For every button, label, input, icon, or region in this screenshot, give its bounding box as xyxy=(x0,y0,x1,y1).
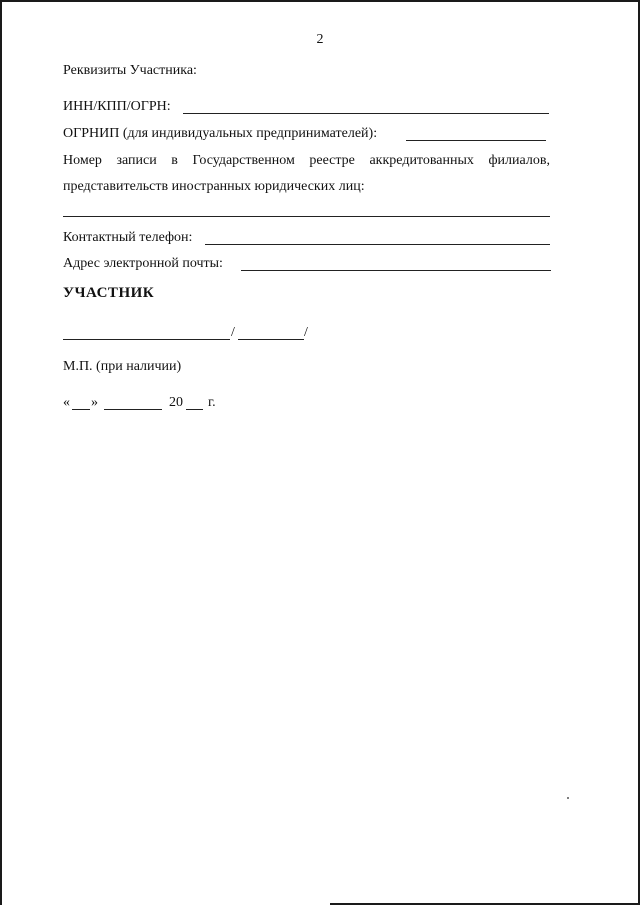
registry-line-2: представительств иностранных юридических лиц: xyxy=(63,179,365,194)
registry-word: в xyxy=(171,153,178,168)
registry-word: филиалов, xyxy=(488,153,550,168)
date-suffix: г. xyxy=(208,395,216,410)
stamp-note: М.П. (при наличии) xyxy=(63,359,182,374)
ogrnip-label: ОГРНИП (для индивидуальных предпринимателей): xyxy=(63,126,378,141)
signature-blank-line[interactable] xyxy=(63,339,230,340)
date-close-quote: » xyxy=(91,395,98,410)
email-label: Адрес электронной почты: xyxy=(63,256,223,271)
registry-word: Номер xyxy=(63,153,102,168)
registry-word: реестре xyxy=(309,153,355,168)
date-month-blank[interactable] xyxy=(104,409,162,410)
date-year-blank[interactable] xyxy=(186,409,203,410)
section-title: Реквизиты Участника: xyxy=(63,63,197,78)
scan-edge-top xyxy=(0,0,640,2)
scan-edge-left xyxy=(0,0,2,905)
email-blank-line[interactable] xyxy=(241,270,551,271)
signature-slash-1: / xyxy=(231,325,235,340)
inn-blank-line[interactable] xyxy=(183,113,549,114)
date-open-quote: « xyxy=(63,395,70,410)
name-blank-line[interactable] xyxy=(238,339,304,340)
registry-word: Государственном xyxy=(192,153,295,168)
page-number: 2 xyxy=(316,32,324,47)
registry-blank-line[interactable] xyxy=(63,216,550,217)
signature-slash-2: / xyxy=(304,325,308,340)
ogrnip-blank-line[interactable] xyxy=(406,140,546,141)
registry-word: записи xyxy=(116,153,157,168)
inn-label: ИНН/КПП/ОГРН: xyxy=(63,99,171,114)
date-day-blank[interactable] xyxy=(72,409,90,410)
registry-word: аккредитованных xyxy=(369,153,474,168)
participant-heading: УЧАСТНИК xyxy=(63,285,155,301)
phone-label: Контактный телефон: xyxy=(63,230,193,245)
date-year-prefix: 20 xyxy=(169,395,183,410)
registry-line-1 xyxy=(63,152,550,170)
phone-blank-line[interactable] xyxy=(205,244,550,245)
scan-speck xyxy=(567,797,569,799)
